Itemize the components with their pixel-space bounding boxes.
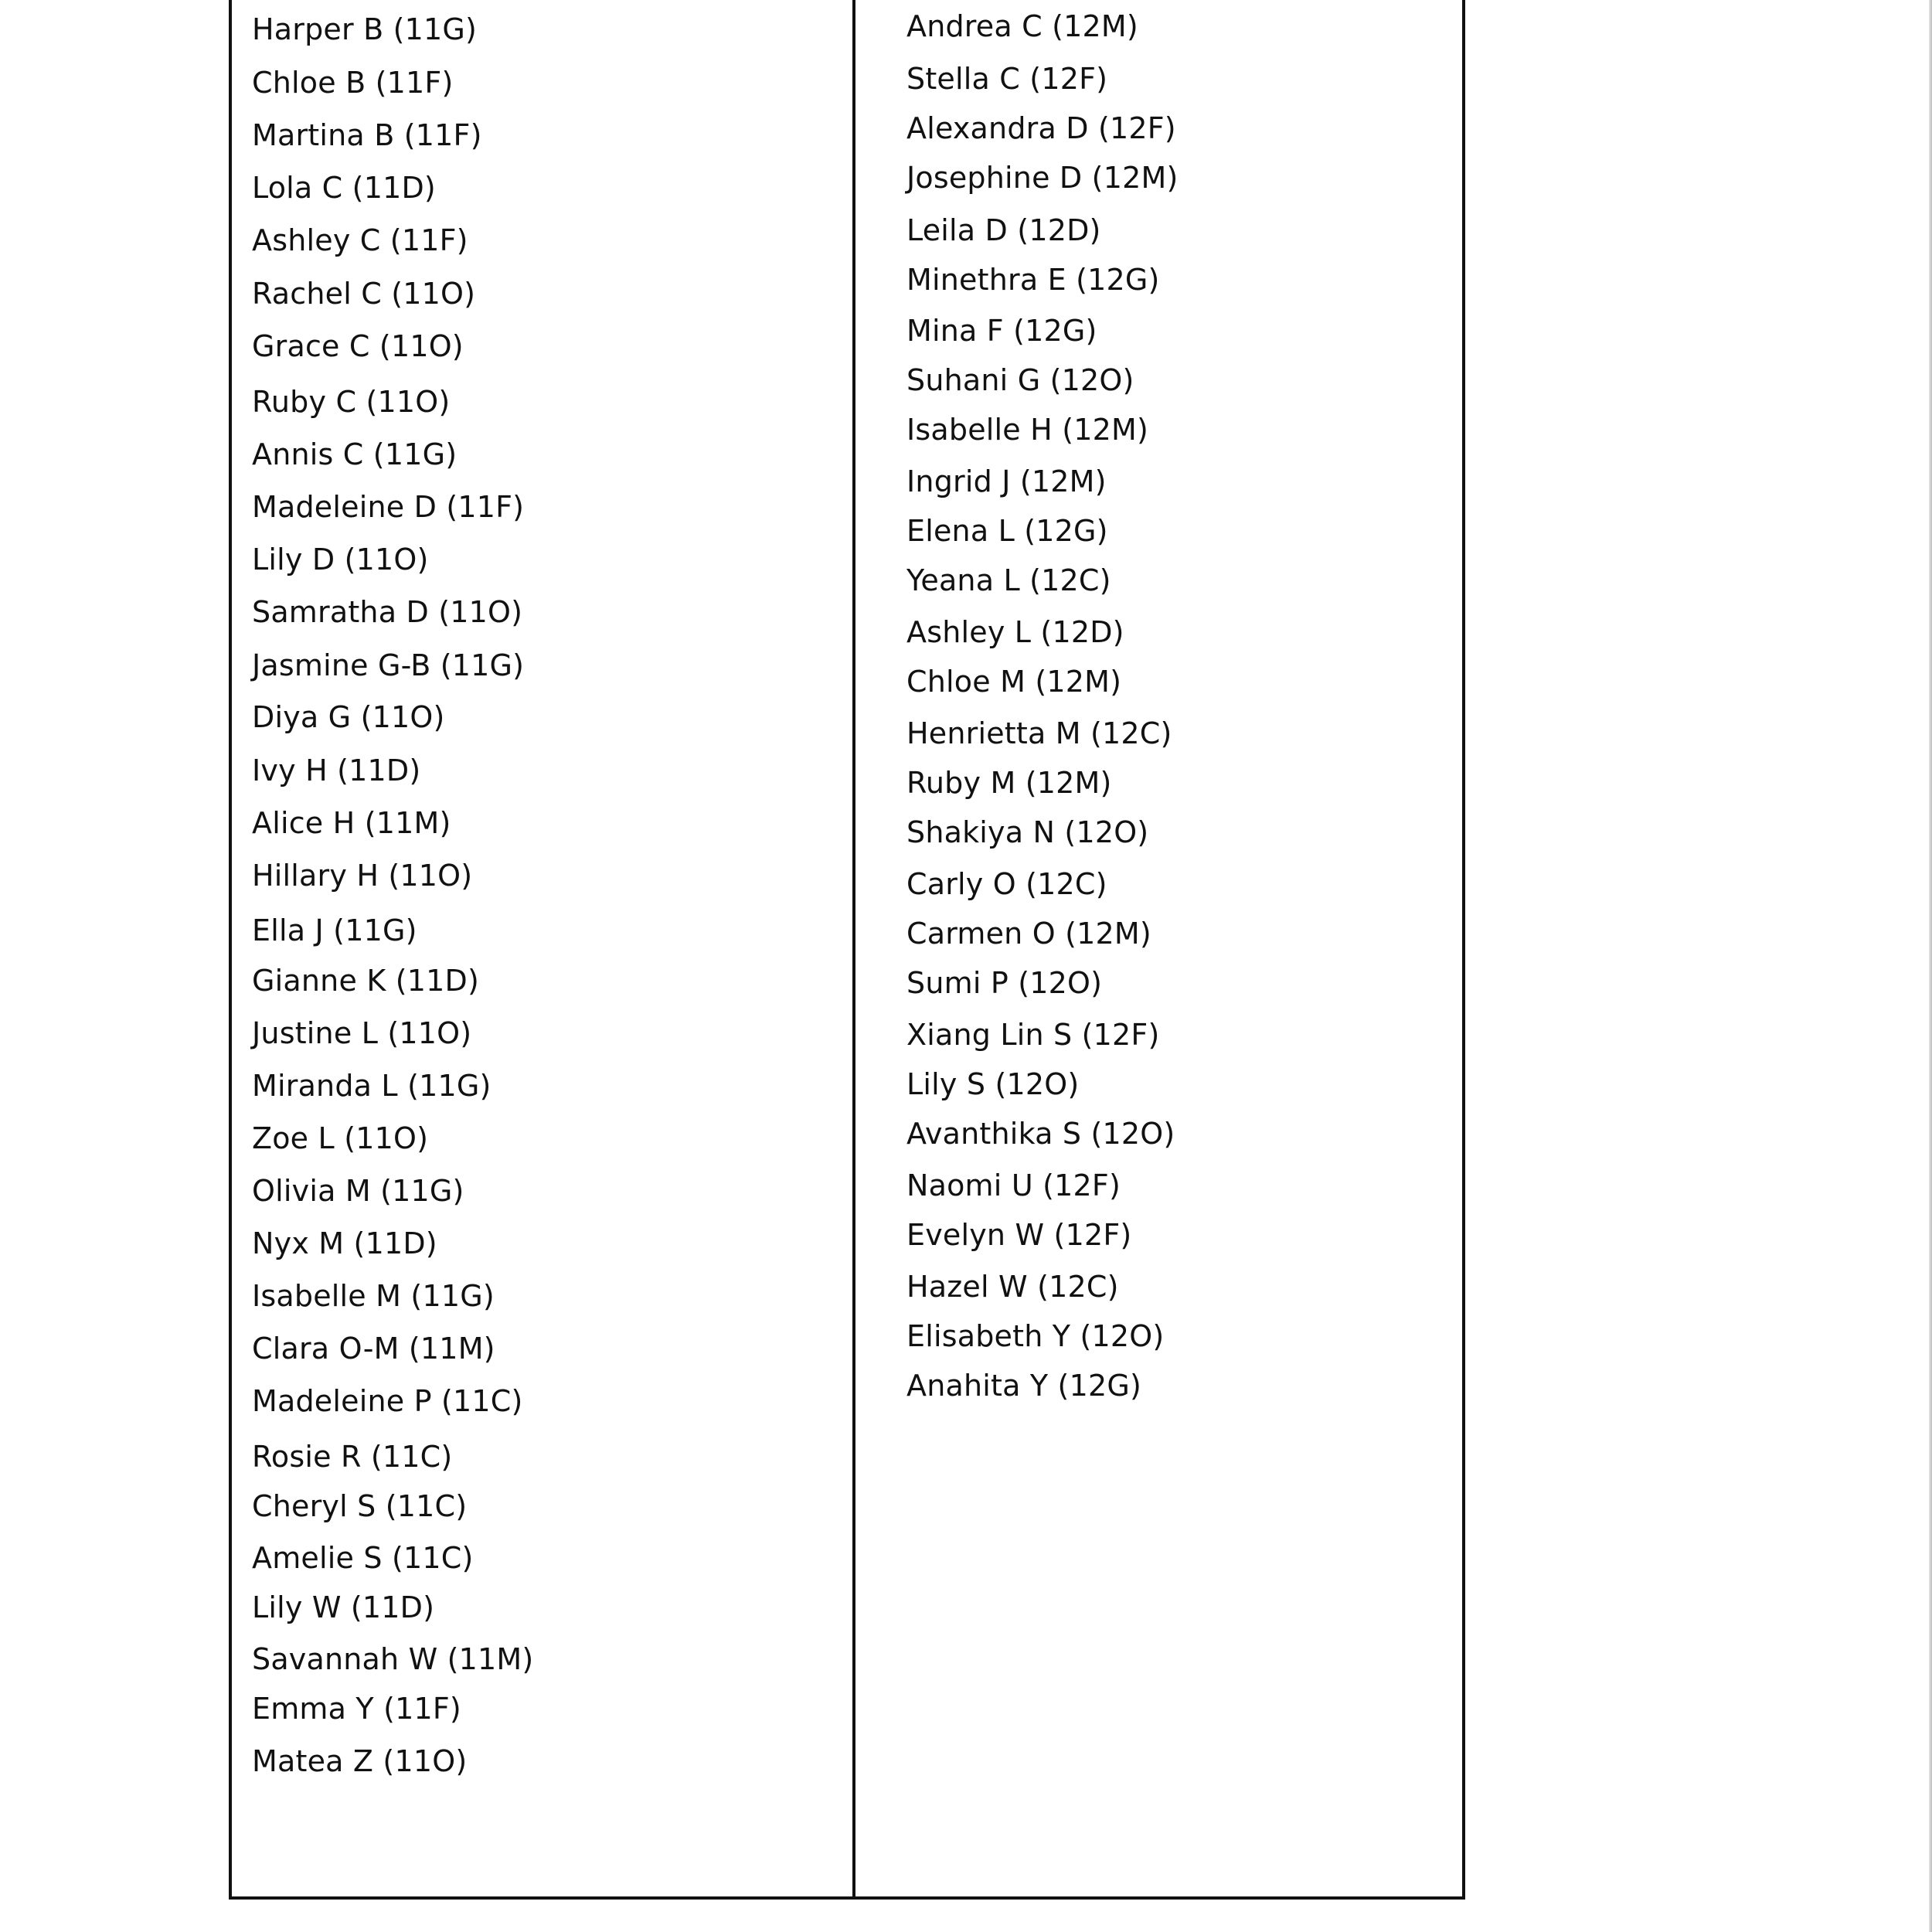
list-item: Minethra E (12G): [906, 263, 1160, 297]
list-item: Clara O-M (11M): [252, 1332, 495, 1366]
list-item: Shakiya N (12O): [906, 815, 1149, 849]
list-item: Avanthika S (12O): [906, 1117, 1175, 1151]
list-item: Ella J (11G): [252, 913, 417, 947]
list-item: Sumi P (12O): [906, 966, 1103, 1000]
list-item: Madeleine D (11F): [252, 490, 525, 524]
list-item: Olivia M (11G): [252, 1174, 464, 1208]
list-item: Ruby C (11O): [252, 385, 451, 419]
list-item: Lola C (11D): [252, 171, 436, 205]
list-item: Harper B (11G): [252, 12, 478, 46]
list-item: Amelie S (11C): [252, 1541, 474, 1575]
list-item: Xiang Lin S (12F): [906, 1018, 1160, 1052]
list-item: Nyx M (11D): [252, 1226, 437, 1260]
list-item: Ruby M (12M): [906, 766, 1112, 800]
list-item: Ashley C (11F): [252, 223, 468, 257]
list-item: Leila D (12D): [906, 213, 1101, 247]
list-item: Annis C (11G): [252, 437, 457, 471]
list-item: Evelyn W (12F): [906, 1218, 1132, 1252]
list-item: Rosie R (11C): [252, 1440, 453, 1474]
list-item: Josephine D (12M): [906, 161, 1179, 195]
list-item: Gianne K (11D): [252, 964, 479, 998]
list-item: Hillary H (11O): [252, 859, 473, 893]
list-item: Ingrid J (12M): [906, 464, 1107, 498]
list-item: Savannah W (11M): [252, 1642, 534, 1676]
list-item: Ivy H (11D): [252, 753, 421, 787]
list-item: Hazel W (12C): [906, 1270, 1119, 1304]
list-item: Martina B (11F): [252, 118, 482, 152]
list-item: Naomi U (12F): [906, 1168, 1121, 1202]
list-item: Miranda L (11G): [252, 1069, 492, 1103]
list-item: Zoe L (11O): [252, 1121, 429, 1155]
list-item: Carly O (12C): [906, 867, 1107, 901]
list-item: Chloe B (11F): [252, 66, 454, 100]
list-item: Lily W (11D): [252, 1590, 435, 1624]
list-item: Mina F (12G): [906, 314, 1097, 348]
list-item: Carmen O (12M): [906, 917, 1151, 951]
list-item: Samratha D (11O): [252, 595, 523, 629]
list-item: Ashley L (12D): [906, 615, 1124, 649]
list-item: Stella C (12F): [906, 62, 1108, 96]
list-item: Elisabeth Y (12O): [906, 1319, 1165, 1353]
list-item: Emma Y (11F): [252, 1692, 461, 1726]
list-item: Alice H (11M): [252, 806, 451, 840]
list-item: Cheryl S (11C): [252, 1489, 468, 1523]
list-item: Diya G (11O): [252, 700, 445, 734]
list-item: Lily S (12O): [906, 1067, 1080, 1101]
list-item: Isabelle M (11G): [252, 1279, 495, 1313]
column-divider: [852, 0, 855, 1900]
list-item: Anahita Y (12G): [906, 1369, 1142, 1403]
list-item: Henrietta M (12C): [906, 716, 1172, 750]
list-item: Alexandra D (12F): [906, 111, 1176, 145]
list-item: Rachel C (11O): [252, 277, 476, 311]
list-item: Yeana L (12C): [906, 563, 1111, 597]
list-item: Justine L (11O): [252, 1016, 472, 1050]
list-item: Isabelle H (12M): [906, 413, 1149, 447]
page-edge-shadow: [1929, 0, 1932, 1932]
list-item: Lily D (11O): [252, 543, 429, 577]
list-item: Madeleine P (11C): [252, 1384, 523, 1418]
list-item: Elena L (12G): [906, 514, 1108, 548]
list-item: Andrea C (12M): [906, 9, 1138, 43]
list-item: Chloe M (12M): [906, 665, 1122, 699]
list-item: Suhani G (12O): [906, 363, 1134, 397]
list-item: Jasmine G-B (11G): [252, 648, 525, 682]
list-item: Grace C (11O): [252, 329, 464, 363]
list-item: Matea Z (11O): [252, 1744, 468, 1778]
